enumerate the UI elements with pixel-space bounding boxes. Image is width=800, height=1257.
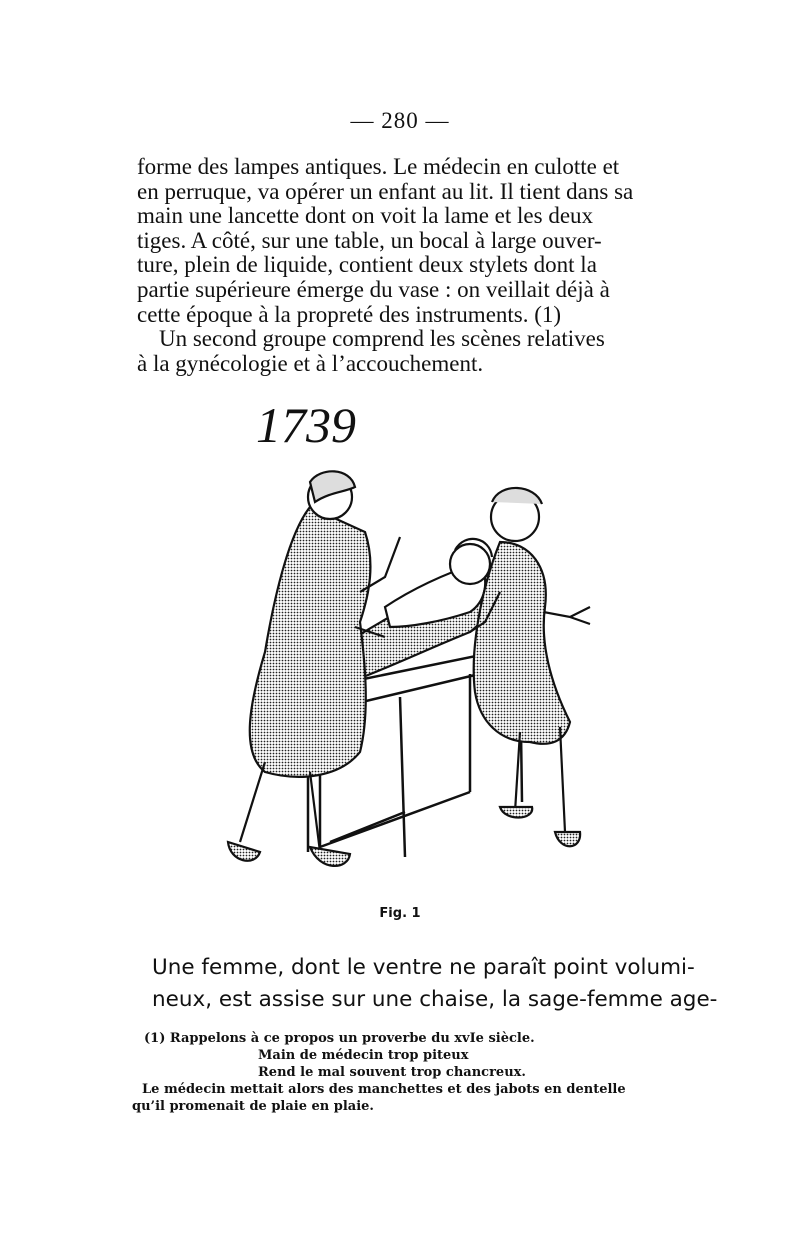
footnote-line: qu’il promenait de plaie en plaie. xyxy=(132,1099,374,1114)
figure-caption: Fig. 1 xyxy=(379,906,421,921)
text-line: Une femme, dont le ventre ne paraît point volumi- xyxy=(152,955,695,980)
text-line: main une lancette dont on voit la lame et les deux xyxy=(137,203,594,229)
text-line: neux, est assise sur une chaise, la sage-femme age- xyxy=(152,987,718,1012)
footnote-line: Le médecin mettait alors des manchettes et des jabots en dentelle xyxy=(142,1082,626,1097)
text-line: forme des lampes antiques. Le médecin en culotte et xyxy=(137,154,620,179)
text-line: tiges. A côté, sur une table, un bocal à large ouver- xyxy=(137,227,602,253)
text-line: en perruque, va opérer un enfant au lit. Il tient dans sa xyxy=(137,178,634,204)
paragraph-large xyxy=(152,952,718,1016)
footnote-verse: Main de médecin trop piteux xyxy=(258,1048,469,1063)
assistant-figure xyxy=(470,488,580,846)
body-text xyxy=(137,155,667,376)
text-line: partie supérieure émerge du vase : on veillait déjà à xyxy=(137,276,610,302)
text-line: à la gynécologie et à l’accouchement. xyxy=(137,350,484,376)
footnote-line: (1) Rappelons à ce propos un proverbe du xvIe siècle. xyxy=(144,1031,535,1046)
text-line: ture, plein de liquide, contient deux stylets dont la xyxy=(137,252,597,278)
footnote xyxy=(130,1030,670,1115)
text-line: Un second groupe comprend les scènes relatives xyxy=(159,326,605,352)
footnote-verse: Rend le mal souvent trop chancreux. xyxy=(258,1065,526,1080)
year-inscription: 1739 xyxy=(256,397,356,453)
page-number: — 280 — xyxy=(350,108,450,133)
text-line: cette époque à la propreté des instruments. (1) xyxy=(137,301,562,327)
engraving-figure xyxy=(170,392,630,892)
